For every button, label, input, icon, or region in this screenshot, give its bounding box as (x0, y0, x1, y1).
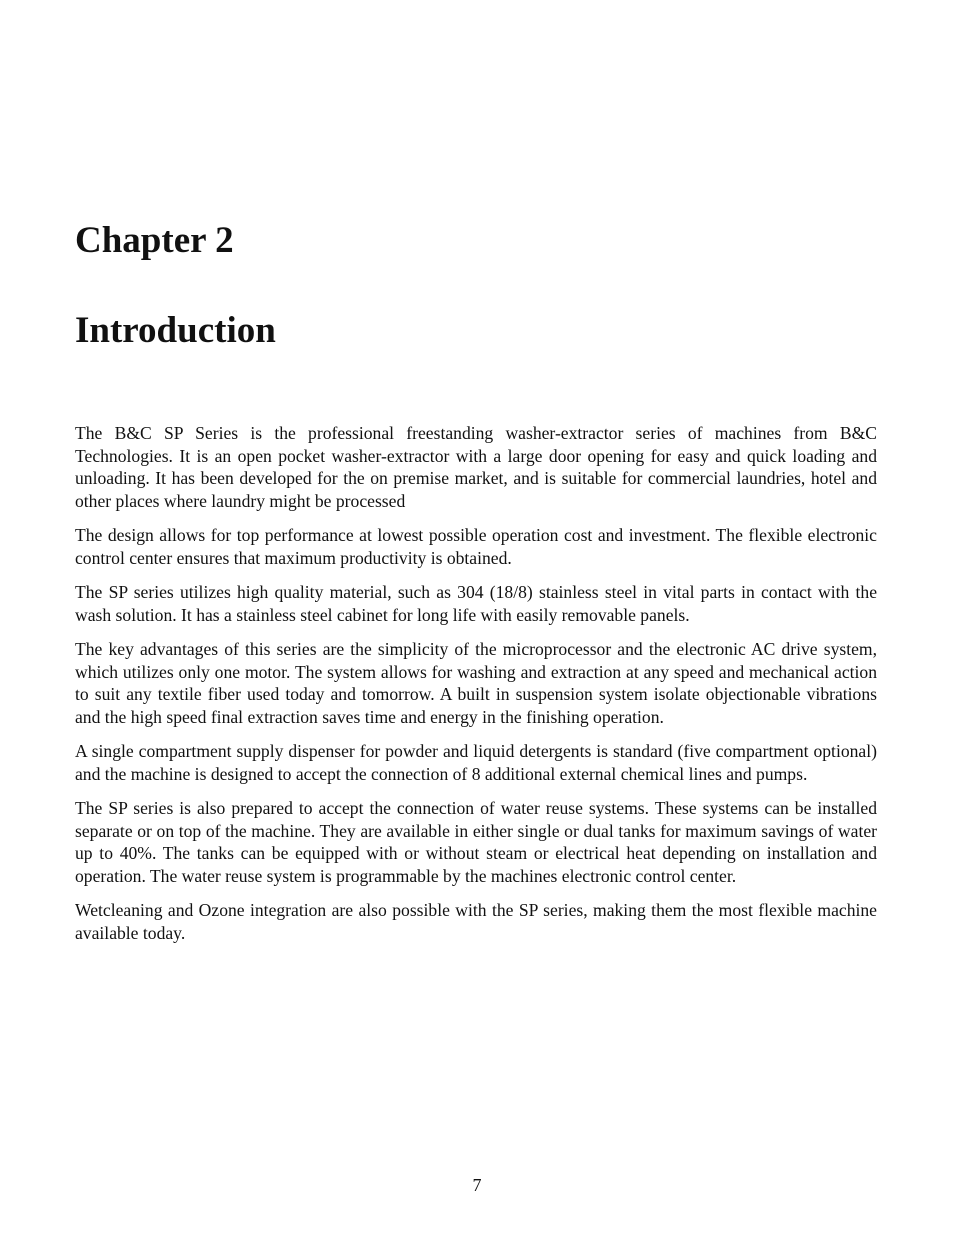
paragraph: A single compartment supply dispenser for powder and liquid detergents is standard (five compartment optional) and the machine is designed to accept the connection of 8 additional external chemical lines and pumps. (75, 741, 877, 784)
paragraph: The B&C SP Series is the professional freestanding washer-extractor series of machines from B&C Technologies. It is an open pocket washer-extractor with a large door opening for easy and quick loading and unloading. It has been developed for the on premise market, and is suitable for commercial laundries, hotel and other places where laundry might be processed (75, 423, 877, 511)
body-text (75, 422, 877, 956)
paragraph: Wetcleaning and Ozone integration are also possible with the SP series, making them the most flexible machine available today. (75, 900, 877, 943)
chapter-title: Introduction (75, 310, 276, 351)
paragraph: The design allows for top performance at lowest possible operation cost and investment. The flexible electronic control center ensures that maximum productivity is obtained. (75, 525, 877, 568)
paragraph: The key advantages of this series are the simplicity of the microprocessor and the electronic AC drive system, which utilizes only one motor. The system allows for washing and extraction at any speed and mechanical action to suit any textile fiber used today and tomorrow. A built in suspension system isolate objectionable vibrations and the high speed final extraction saves time and energy in the finishing operation. (75, 639, 877, 727)
paragraph: The SP series is also prepared to accept the connection of water reuse systems. These systems can be installed separate or on top of the machine. They are available in either single or dual tanks for maximum savings of water up to 40%. The tanks can be equipped with or without steam or electrical heat depending on installation and operation. The water reuse system is programmable by the machines electronic control center. (75, 798, 877, 886)
page-number: 7 (472, 1175, 482, 1195)
chapter-number: Chapter 2 (75, 220, 234, 261)
paragraph: The SP series utilizes high quality material, such as 304 (18/8) stainless steel in vital parts in contact with the wash solution. It has a stainless steel cabinet for long life with easily removable panels. (75, 582, 877, 625)
